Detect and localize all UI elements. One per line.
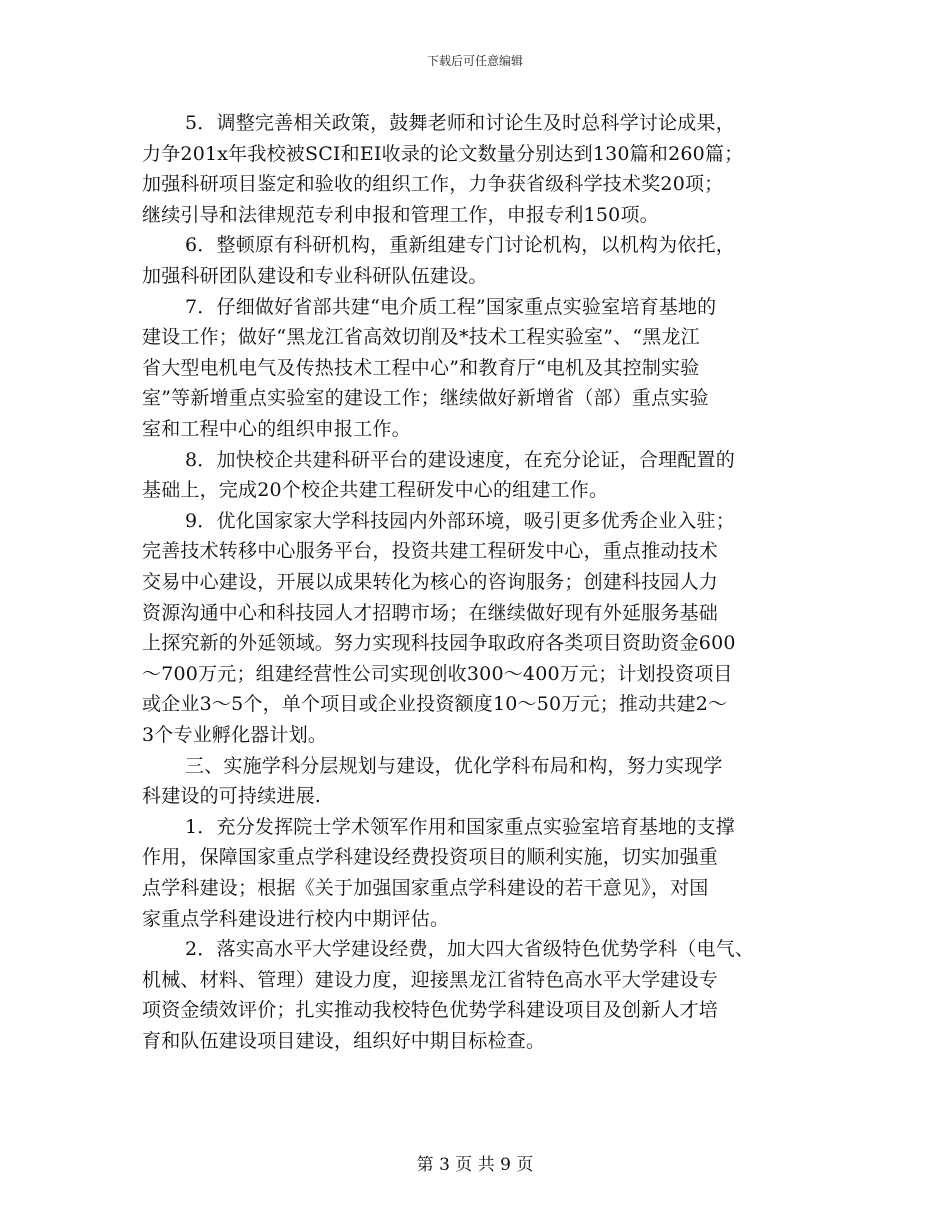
page-header-note: 下载后可任意编辑	[426, 54, 523, 68]
paragraph-line: 或企业3～5个，单个项目或企业投资额度10～50万元；推动共建2～	[142, 693, 728, 716]
paragraph-line: 继续引导和法律规范专利申报和管理工作，申报专利150项。	[142, 203, 659, 226]
paragraph-line: 育和队伍建设项目建设，组织好中期目标检查。	[142, 1030, 546, 1052]
paragraph-line: 作用，保障国家重点学科建设经费投资项目的顺利实施，切实加强重	[142, 846, 719, 869]
paragraph-line: 点学科建设；根据《关于加强国家重点学科建设的若干意见》，对国	[142, 877, 709, 899]
paragraph-line: 基础上，完成20个校企共建工程研发中心的组建工作。	[142, 479, 609, 502]
paragraph-line: 加强科研团队建设和专业科研队伍建设。	[142, 265, 488, 287]
paragraph-first-line: 2．落实高水平大学建设经费，加大四大省级特色优势学科（电气、	[185, 938, 755, 961]
paragraph-line: 项资金绩效评价；扎实推动我校特色优势学科建设项目及创新人才培	[142, 999, 719, 1022]
paragraph-line: 加强科研项目鉴定和验收的组织工作，力争获省级科学技术奖20项；	[142, 173, 724, 196]
paragraph-line: 室”等新增重点实验室的建设工作；继续做好新增省（部）重点实验	[142, 387, 709, 410]
paragraph-line: 室和工程中心的组织申报工作。	[142, 418, 411, 440]
paragraph-first-line: 三、实施学科分层规划与建设，优化学科布局和构，努力实现学	[185, 754, 723, 777]
paragraph-first-line: 8．加快校企共建科研平台的建设速度，在充分论证，合理配置的	[185, 448, 735, 471]
paragraph-first-line: 6．整顿原有科研机构，重新组建专门讨论机构，以机构为依托，	[185, 234, 735, 257]
paragraph-first-line: 7．仔细做好省部共建“电介质工程”国家重点实验室培育基地的	[185, 295, 717, 318]
paragraph-line: 资源沟通中心和科技园人才招聘市场；在继续做好现有外延服务基础	[142, 601, 719, 624]
paragraph-line: 力争201x年我校被SCI和EI收录的论文数量分别达到130篇和260篇；	[142, 142, 744, 165]
paragraph-line: 完善技术转移中心服务平台，投资共建工程研发中心，重点推动技术	[142, 540, 719, 563]
paragraph-line: 机械、材料、管理）建设力度，迎接黑龙江省特色高水平大学建设专	[142, 968, 719, 991]
paragraph-line: 建设工作；做好“黑龙江省高效切削及*技术工程实验室”、“黑龙江	[142, 326, 700, 349]
page-number-footer: 第 3 页 共 9 页	[416, 1155, 534, 1175]
paragraph-line: 上探究新的外延领域。努力实现科技园争取政府各类项目资助资金600	[142, 632, 736, 655]
paragraph-line: 科建设的可持续进展.	[142, 785, 322, 808]
paragraph-first-line: 9．优化国家家大学科技园内外部环境，吸引更多优秀企业入驻；	[185, 509, 735, 532]
paragraph-line: 省大型电机电气及传热技术工程中心”和教育厅“电机及其控制实验	[142, 356, 700, 379]
paragraph-first-line: 1．充分发挥院士学术领军作用和国家重点实验室培育基地的支撑	[185, 815, 735, 838]
paragraph-line: 交易中心建设，开展以成果转化为核心的咨询服务；创建科技园人力	[142, 571, 719, 593]
paragraph-line: ～700万元；组建经营性公司实现创收300～400万元；计划投资项目	[142, 662, 733, 685]
paragraph-line: 家重点学科建设进行校内中期评估。	[142, 907, 450, 930]
paragraph-first-line: 5．调整完善相关政策，鼓舞老师和讨论生及时总科学讨论成果，	[185, 112, 735, 134]
paragraph-line: 3个专业孵化器计划。	[142, 724, 328, 746]
